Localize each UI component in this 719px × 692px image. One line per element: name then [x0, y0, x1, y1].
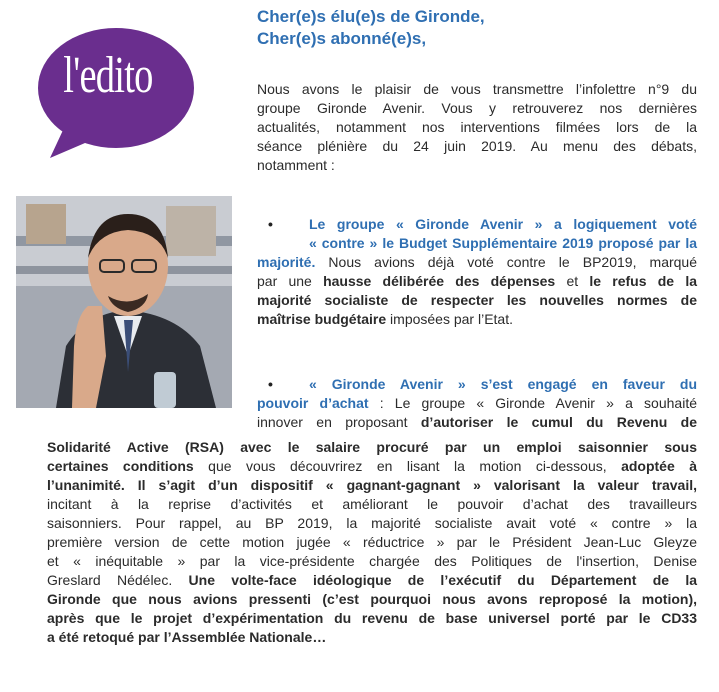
- item-2-line: Solidarité Active (RSA) avec le salaire procuré par un emploi saisonnier sous: [47, 439, 697, 455]
- intro-line: actualités, notamment nos interventions filmées lors de la: [257, 119, 697, 135]
- item-2-bold: l’unanimité: [47, 477, 121, 493]
- greeting-line-1: Cher(e)s élu(e)s de Gironde,: [257, 7, 485, 26]
- edito-logo: [34, 28, 196, 160]
- item-2-bold: adoptée à: [621, 458, 697, 474]
- item-2-text: Greslard Nédélec.: [47, 572, 189, 588]
- item-1-line: Le groupe « Gironde Avenir » a logiquement voté: [309, 216, 697, 232]
- item-1-line: majorité socialiste de respecter les nouvelles normes de: [257, 292, 697, 308]
- item-2-line: saisonniers. Pour rappel, au BP 2019, la majorité socialiste avait voté « contre » la: [47, 515, 697, 531]
- item-2-line: [47, 457, 697, 476]
- item-2-highlight: pouvoir d’achat: [257, 395, 369, 411]
- item-1-text: Nous avions déjà voté contre le BP2019, marqué: [315, 254, 697, 270]
- item-2-bold: . Il s’agit d’un dispositif « gagnant-gagnant » valorisant la valeur travail,: [120, 477, 697, 493]
- item-2-text: innover en proposant: [257, 414, 421, 430]
- bullet-1-icon: •: [268, 216, 273, 232]
- item-1-text: imposées par l’Etat.: [386, 311, 513, 327]
- item-1-text: par une: [257, 273, 324, 289]
- item-2-line: a été retoqué par l’Assemblée Nationale…: [47, 629, 327, 645]
- item-1-text: et: [555, 273, 590, 289]
- intro-line: groupe Gironde Avenir. Vous y retrouverez nos dernières: [257, 100, 697, 116]
- speaker-photo-image: [16, 196, 232, 408]
- item-1-highlight: majorité.: [257, 254, 316, 270]
- item-2-line: première version de cette motion jugée « réductrice » par le Président Jean-Luc Gleyze: [47, 534, 697, 550]
- speaker-photo: [16, 196, 232, 408]
- item-1-line: [257, 253, 697, 272]
- item-2-bold: certaines conditions: [47, 458, 194, 474]
- item-2-bold: d’autoriser le cumul du Revenu de: [420, 414, 697, 430]
- item-2-line: incitant à la reprise d’activités et améliorant le pouvoir d’achat des travailleurs: [47, 496, 697, 512]
- item-2-line: et « inéquitable » par la vice-présidente chargée des Politiques de l'insertion, Denise: [47, 553, 697, 569]
- bullet-2-icon: •: [268, 376, 273, 392]
- item-2-body: [47, 438, 697, 647]
- intro-line: notamment :: [257, 157, 335, 173]
- item-1-bold: maîtrise budgétaire: [257, 311, 387, 327]
- item-1-head: [309, 215, 697, 253]
- item-2-line: [47, 571, 697, 590]
- greeting: [257, 6, 485, 50]
- item-2-line: [257, 394, 697, 413]
- item-2-bold: Une volte-face idéologique de l’exécutif du Département de la: [188, 572, 698, 588]
- item-2-line: « Gironde Avenir » s’est engagé en faveur du: [309, 376, 697, 392]
- item-2-text: : Le groupe « Gironde Avenir » a souhaité: [368, 395, 697, 411]
- item-1-line: [257, 272, 697, 291]
- item-2-text: que vous découvrirez en lisant la motion ci-dessous,: [193, 458, 622, 474]
- intro-line: séance plénière du 24 juin 2019. Au menu des débats,: [257, 138, 697, 154]
- item-1-bold: le refus de la: [589, 273, 698, 289]
- item-1-body: [257, 253, 697, 329]
- item-2-line: après que le projet d’expérimentation du revenu de base universel porté par le CD33: [47, 610, 697, 626]
- intro-paragraph: [257, 80, 697, 175]
- item-2-line: [47, 476, 697, 495]
- greeting-line-2: Cher(e)s abonné(e)s,: [257, 29, 427, 48]
- intro-line: Nous avons le plaisir de vous transmettre l’infolettre n°9 du: [257, 81, 697, 97]
- item-1-line: « contre » le Budget Supplémentaire 2019 proposé par la: [309, 235, 697, 251]
- item-2-line: Gironde que nous avions pressenti (c’est pourquoi nous avons reproposé la motion),: [47, 591, 697, 607]
- item-2-head-cont: [257, 394, 697, 432]
- item-1-line: [257, 310, 697, 329]
- logo-text: l'edito: [63, 47, 153, 104]
- item-2-line: [257, 413, 697, 432]
- item-1-bold: hausse délibérée des dépenses: [323, 273, 556, 289]
- item-2-head: [309, 375, 697, 394]
